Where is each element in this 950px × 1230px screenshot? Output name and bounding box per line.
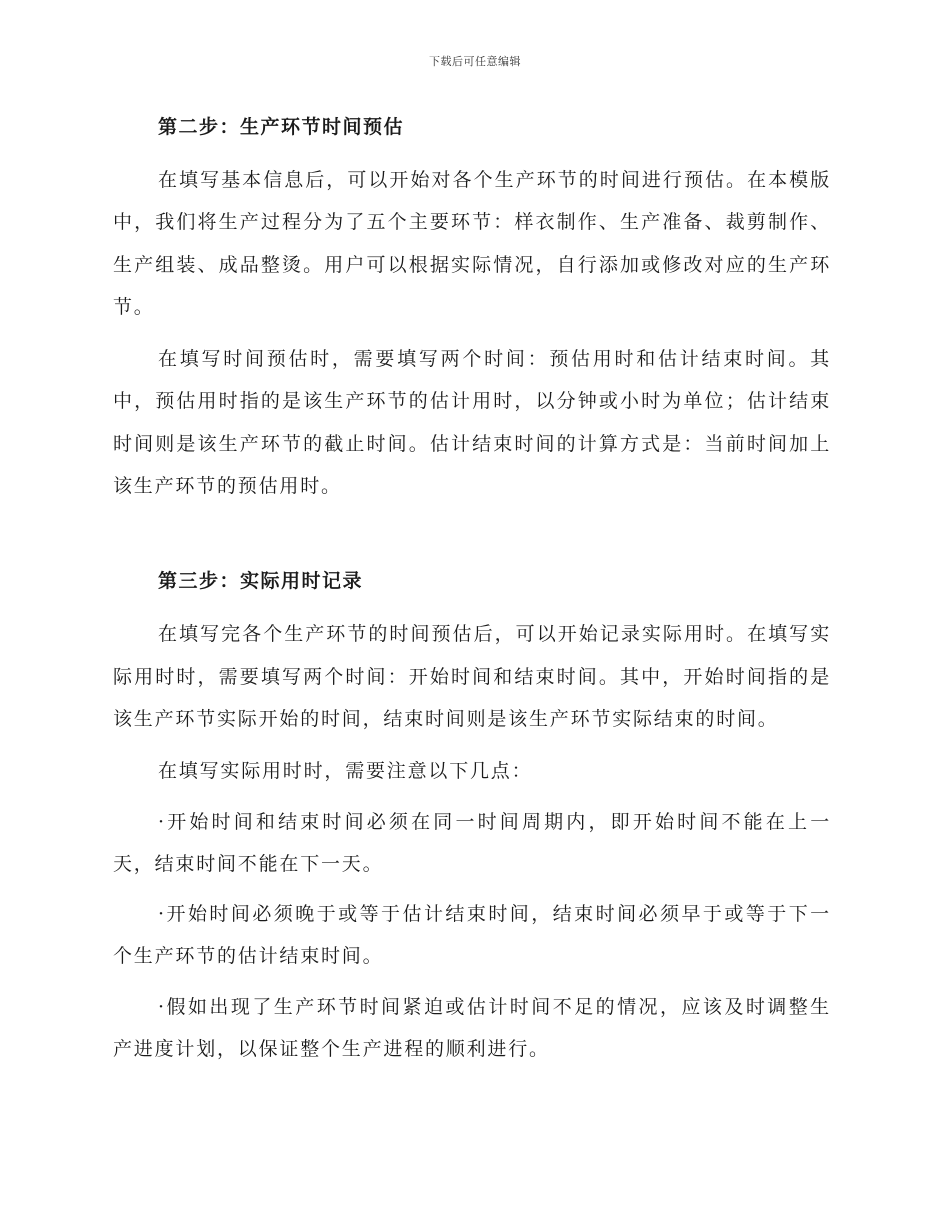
bullet-item: ·开始时间和结束时间必须在同一时间周期内，即开始时间不能在上一天，结束时间不能在下一天。: [113, 810, 831, 875]
paragraph: 在填写基本信息后，可以开始对各个生产环节的时间进行预估。在本模版中，我们将生产过程分为了五个主要环节：样衣制作、生产准备、裁剪制作、生产组装、成品整烫。用户可以根据实际情况，自行添加或修改对应的生产环节。: [113, 169, 831, 318]
paragraph: 在填写实际用时时，需要注意以下几点：: [158, 760, 533, 783]
paragraph: 在填写时间预估时，需要填写两个时间：预估用时和估计结束时间。其中，预估用时指的是该生产环节的估计用时，以分钟或小时为单位；估计结束时间则是该生产环节的截止时间。估计结束时间的计算方式是：当前时间加上该生产环节的预估用时。: [113, 348, 831, 498]
bullet-item: ·开始时间必须晚于或等于估计结束时间，结束时间必须早于或等于下一个生产环节的估计结束时间。: [113, 903, 831, 968]
paragraph: 在填写完各个生产环节的时间预估后，可以开始记录实际用时。在填写实际用时时，需要填写两个时间：开始时间和结束时间。其中，开始时间指的是该生产环节实际开始的时间，结束时间则是该生产环节实际结束的时间。: [113, 623, 831, 730]
page-header: 下载后可任意编辑: [429, 55, 521, 68]
section-heading-step2: 第二步：生产环节时间预估: [158, 116, 405, 138]
document-body: [113, 110, 831, 1070]
bullet-item: ·假如出现了生产环节时间紧迫或估计时间不足的情况，应该及时调整生产进度计划，以保证整个生产进程的顺利进行。: [113, 995, 831, 1061]
section-heading-step3: 第三步：实际用时记录: [158, 570, 364, 593]
